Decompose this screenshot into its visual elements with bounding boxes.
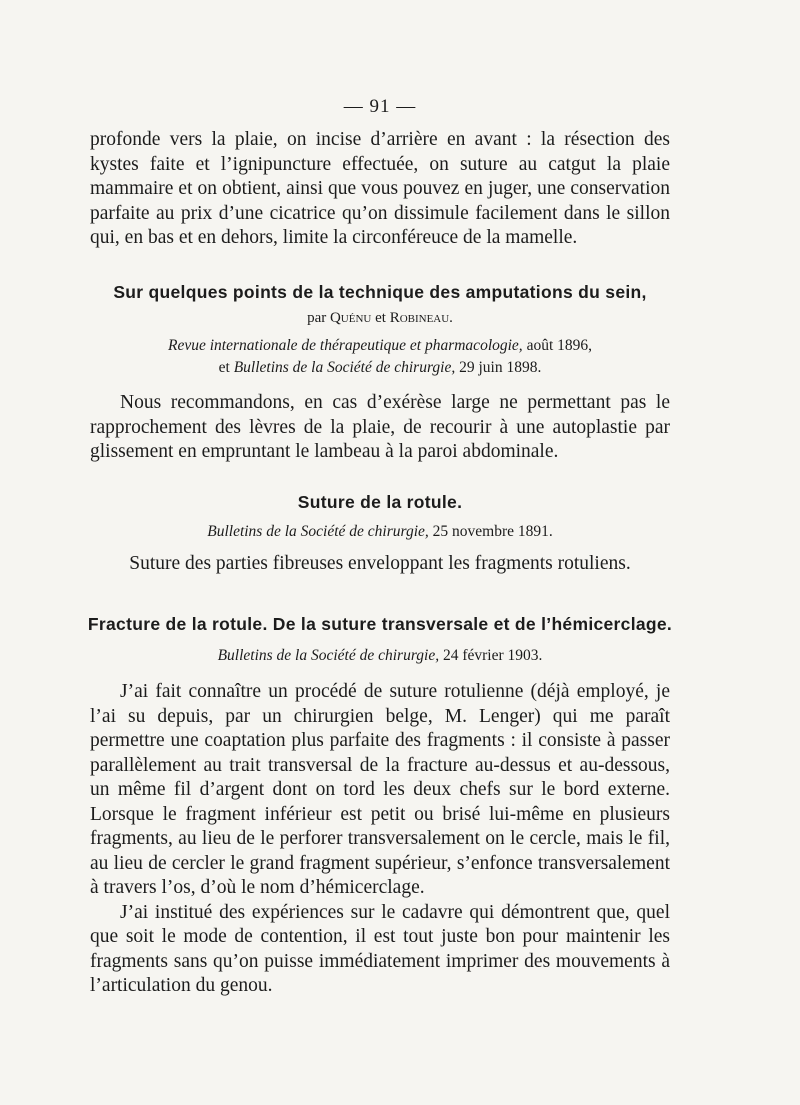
section-title-amputations: Sur quelques points de la technique des amputations du sein, [113,282,647,302]
section-suture-rotule [90,492,670,575]
section-title-suture: Suture de la rotule. [297,492,463,512]
reference-date-fracture: 24 février 1903. [442,647,543,664]
section-fracture-body [90,680,670,999]
reference-prefix-2: et [218,359,230,376]
author-quenu: Quénu [329,310,372,326]
reference-suture [90,521,670,543]
intro-block [90,128,670,251]
section-amputations [90,282,670,465]
section-body-fracture-1: J’ai fait connaître un procédé de suture rotulienne (déjà employé, je l’ai su depuis, par un chirurgien belge, M. Lenger) qui me paraît permettre une coaptation plus parfaite des fragments : il consiste à passer parallèlement au trait transversal de la fracture au-dessus et au-dessous, un même fil d’argent dont on tord les deux chefs sur le bord externe. Lorsque le fragment inférieur est petit ou brisé lui-même en plusieurs fragments, au lieu de le perforer transversalement on le cercle, mais le fil, au lieu de cercler le grand fragment supérieur, s’enfonce transversalement à travers l’os, d’où le nom d’hémicerclage. [90,681,670,898]
section-body-fracture-2: J’ai institué des expériences sur le cadavre qui démontrent que, quel que soit le mode de contention, il est tout juste bon pour maintenir les fragments sans qu’on puisse immédiatement imprimer des mouvements à l’articulation du genou. [90,901,670,996]
author-robineau: Robineau. [389,310,453,326]
page-number: — 91 — [343,96,417,117]
section-fracture-rotule [86,614,674,667]
section-body-amputations: Nous recommandons, en cas d’exérèse large ne permettant pas le rapprochement des lèvres de la plaie, de recourir à une autoplastie par glissement en empruntant le lambeau à la paroi abdominale. [90,392,670,462]
intro-paragraph: profonde vers la plaie, on incise d’arrière en avant : la résection des kystes faite et l’ignipuncture effectuée, on suture au catgut la plaie mammaire et on obtient, ainsi que vous pouvez en juger, une conservation parfaite au prix d’une cicatrice qu’on dissimule facilement dans le sillon qui, en bas et en dehors, limite la circonféreuce de la mamelle. [90,129,670,248]
reference-fracture [86,645,674,667]
reference-journal-suture: Bulletins de la Société de chirurgie, [207,523,429,540]
reference-line-2 [90,357,670,379]
reference-journal-2: Bulletins de la Société de chirurgie, [233,359,456,376]
reference-journal-1: Revue internationale de thérapeutique et pharmacologie, [168,337,523,354]
reference-date-suture: 25 novembre 1891. [432,523,553,540]
section-body-suture: Suture des parties fibreuses enveloppant les fragments rotuliens. [129,553,631,574]
reference-date-1: août 1896, [526,337,592,354]
reference-line-1 [90,335,670,357]
section-authors [90,307,670,329]
reference-journal-fracture: Bulletins de la Société de chirurgie, [217,647,440,664]
authors-prefix: par [307,310,327,326]
authors-and: et [375,310,386,326]
section-title-fracture: Fracture de la rotule. De la suture transversale et de l’hémicerclage. [87,614,673,634]
reference-date-2: 29 juin 1898. [459,359,542,376]
